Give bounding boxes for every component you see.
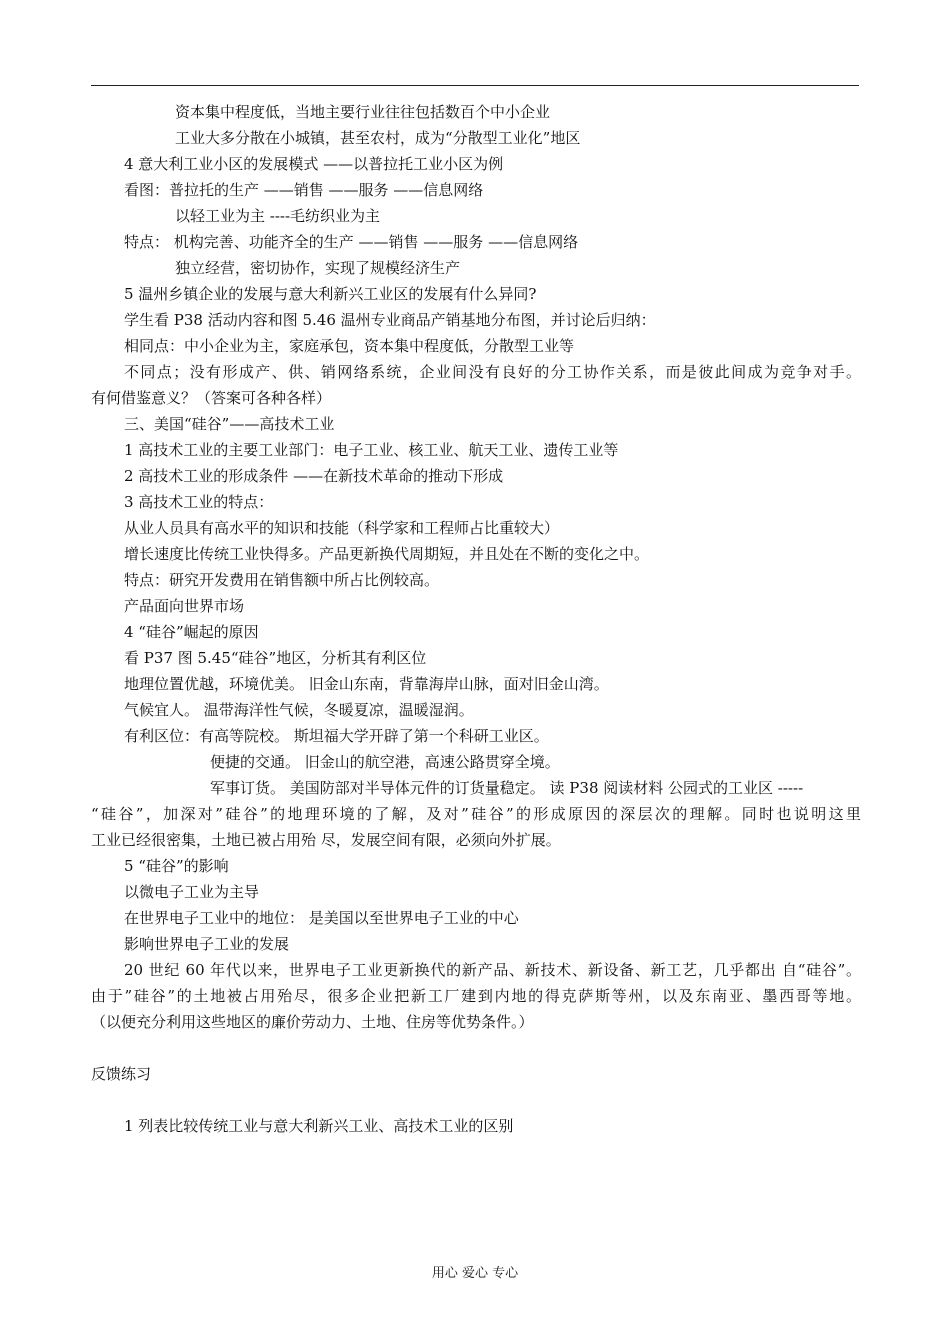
- text-line: 工业已经很密集，土地已被占用殆 尽，发展空间有限，必须向外扩展。: [91, 831, 561, 849]
- text-line: 地理位置优越，环境优美。 旧金山东南，背靠海岸山脉，面对旧金山湾。: [124, 675, 609, 693]
- text-line: （以便充分利用这些地区的廉价劳动力、土地、住房等优势条件。）: [91, 1013, 534, 1031]
- text-line: “硅谷”，加深对”硅谷”的地理环境的了解，及对”硅谷”的形成原因的深层次的理解。同时也说明这里: [91, 805, 861, 823]
- text-line: 在世界电子工业中的地位： 是美国以至世界电子工业的中心: [124, 909, 519, 927]
- text-line: 4 意大利工业小区的发展模式 ——以普拉托工业小区为例: [124, 155, 504, 173]
- text-line: 以微电子工业为主导: [124, 883, 260, 901]
- text-line: 5 “硅谷”的影响: [124, 857, 229, 875]
- text-line: 便捷的交通。 旧金山的航空港，高速公路贯穿全境。: [210, 753, 560, 771]
- text-line: 相同点：中小企业为主，家庭承包，资本集中程度低，分散型工业等: [124, 337, 575, 355]
- section-heading: 反馈练习: [91, 1065, 152, 1083]
- text-line: 特点：研究开发费用在销售额中所占比例较高。: [124, 571, 440, 589]
- header-rule: [91, 85, 859, 86]
- text-line: 学生看 P38 活动内容和图 5.46 温州专业商品产销基地分布图，并讨论后归纳：: [124, 311, 656, 329]
- text-line: 3 高技术工业的特点：: [124, 493, 274, 511]
- text-line: 5 温州乡镇企业的发展与意大利新兴工业区的发展有什么异同?: [124, 285, 537, 303]
- text-line: 军事订货。 美国防部对半导体元件的订货量稳定。 读 P38 阅读材料 公园式的工业区 -----: [210, 779, 804, 797]
- text-line: 资本集中程度低，当地主要行业往往包括数百个中小企业: [175, 103, 551, 121]
- text-line: 20 世纪 60 年代以来，世界电子工业更新换代的新产品、新技术、新设备、新工艺，几乎都出 自“硅谷”。: [124, 961, 861, 979]
- text-line: 看图：普拉托的生产 ——销售 ——服务 ——信息网络: [124, 181, 484, 199]
- section-heading: 三、美国“硅谷”——高技术工业: [124, 415, 335, 433]
- text-line: 从业人员具有高水平的知识和技能（科学家和工程师占比重较大）: [124, 519, 560, 537]
- text-line: 影响世界电子工业的发展: [124, 935, 290, 953]
- text-line: 特点： 机构完善、功能齐全的生产 ——销售 ——服务 ——信息网络: [124, 233, 579, 251]
- text-line: 4 “硅谷”崛起的原因: [124, 623, 259, 641]
- text-line: 气候宜人。 温带海洋性气候，冬暖夏凉，温暖湿润。: [124, 701, 474, 719]
- text-line: 增长速度比传统工业快得多。产品更新换代周期短，并且处在不断的变化之中。: [124, 545, 650, 563]
- text-line: 看 P37 图 5.45“硅谷”地区，分析其有利区位: [124, 649, 427, 667]
- text-line: 由于”硅谷”的土地被占用殆尽，很多企业把新工厂建到内地的得克萨斯等州，以及东南亚、墨西哥等地。: [91, 987, 861, 1005]
- text-line: 2 高技术工业的形成条件 ——在新技术革命的推动下形成: [124, 467, 504, 485]
- text-line: 产品面向世界市场: [124, 597, 245, 615]
- text-line: 以轻工业为主 ----毛纺织业为主: [175, 207, 381, 225]
- text-line: 1 高技术工业的主要工业部门：电子工业、核工业、航天工业、遗传工业等: [124, 441, 619, 459]
- page-footer: 用心 爱心 专心: [431, 1266, 519, 1281]
- text-line: 1 列表比较传统工业与意大利新兴工业、高技术工业的区别: [124, 1117, 514, 1135]
- text-line: 有何借鉴意义？（答案可各种各样）: [91, 389, 332, 407]
- text-line: 不同点；没有形成产、供、销网络系统，企业间没有良好的分工协作关系，而是彼此间成为竞争对手。: [124, 363, 861, 381]
- text-line: 有利区位：有高等院校。 斯坦福大学开辟了第一个科研工业区。: [124, 727, 549, 745]
- text-line: 独立经营，密切协作，实现了规模经济生产: [175, 259, 461, 277]
- text-line: 工业大多分散在小城镇，甚至农村，成为“分散型工业化”地区: [175, 129, 581, 147]
